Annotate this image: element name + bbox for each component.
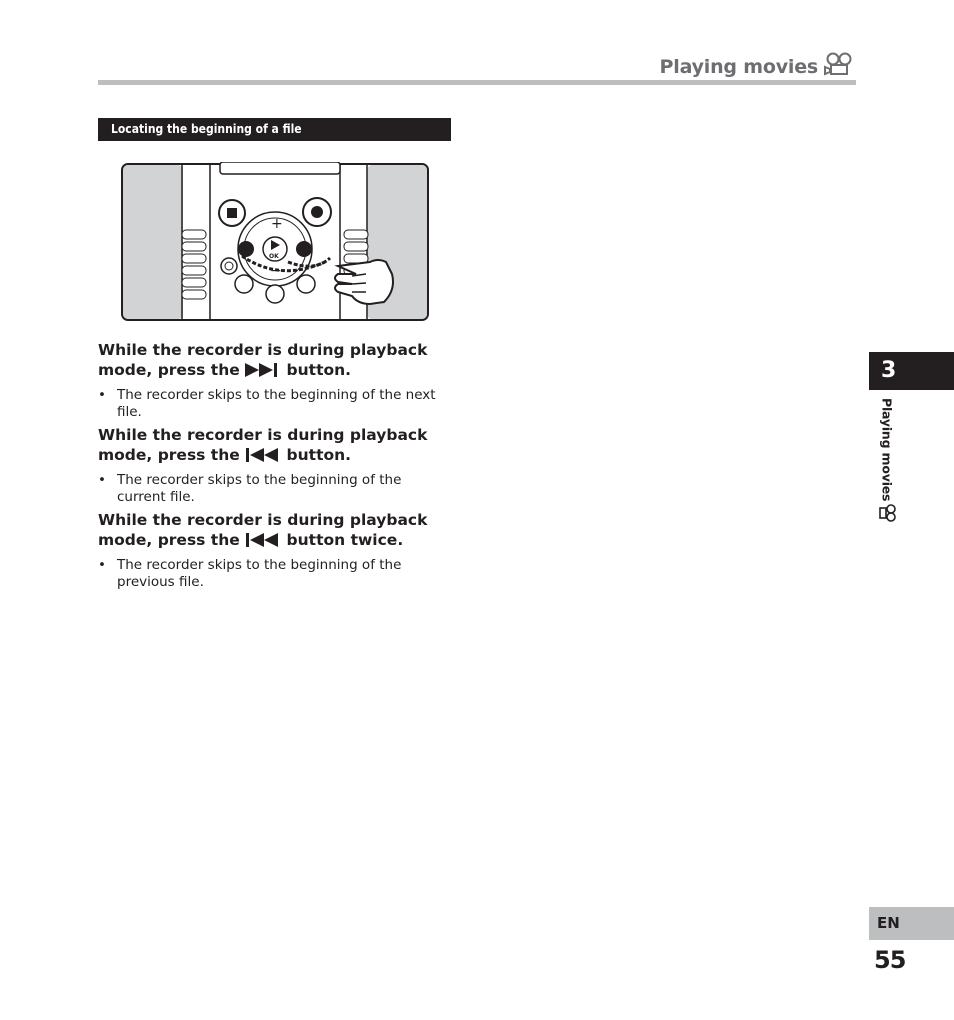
step-3-bullet: • The recorder skips to the beginning of the previous file. xyxy=(98,557,402,590)
page-header xyxy=(660,52,854,81)
movie-camera-icon xyxy=(877,504,897,522)
step-1-bullet: • The recorder skips to the beginning of the next file. xyxy=(98,387,436,420)
page-number: 55 xyxy=(874,946,906,974)
chapter-label-text: Playing movies xyxy=(879,398,895,502)
header-title: Playing movies xyxy=(659,55,818,78)
ok-label: OK xyxy=(269,253,279,260)
step-1-heading-text: While the recorder is during playback mode, press the xyxy=(98,341,428,379)
header-rule xyxy=(98,80,856,85)
step-1-heading-suffix: button. xyxy=(281,361,352,379)
previous-track-icon xyxy=(245,532,281,552)
step-2-bullet-text: The recorder skips to the beginning of the current file. xyxy=(117,472,402,505)
step-3-heading xyxy=(98,510,448,552)
step-2-bullet: • The recorder skips to the beginning of the current file. xyxy=(98,472,402,505)
recorder-illustration xyxy=(120,162,430,322)
step-3-heading-suffix: button twice. xyxy=(281,531,404,549)
step-1-bullet-text: The recorder skips to the beginning of the next file. xyxy=(117,387,436,420)
step-3-heading-text: While the recorder is during playback mode, press the xyxy=(98,511,428,549)
chapter-side-label xyxy=(877,398,897,522)
minus-label: − xyxy=(270,263,282,279)
step-3-bullet-text: The recorder skips to the beginning of the previous file. xyxy=(117,557,402,590)
previous-track-icon xyxy=(245,447,281,467)
step-2-heading xyxy=(98,425,448,467)
step-1-heading xyxy=(98,340,448,382)
next-track-icon xyxy=(245,362,281,382)
step-2-heading-suffix: button. xyxy=(281,446,352,464)
movie-camera-icon xyxy=(824,52,854,81)
steps-content xyxy=(98,340,448,595)
plus-label: + xyxy=(271,216,283,232)
section-title: Locating the beginning of a file xyxy=(98,118,451,141)
language-tab: EN xyxy=(869,907,954,940)
step-2-heading-text: While the recorder is during playback mode, press the xyxy=(98,426,428,464)
chapter-tab: 3 xyxy=(869,352,954,390)
